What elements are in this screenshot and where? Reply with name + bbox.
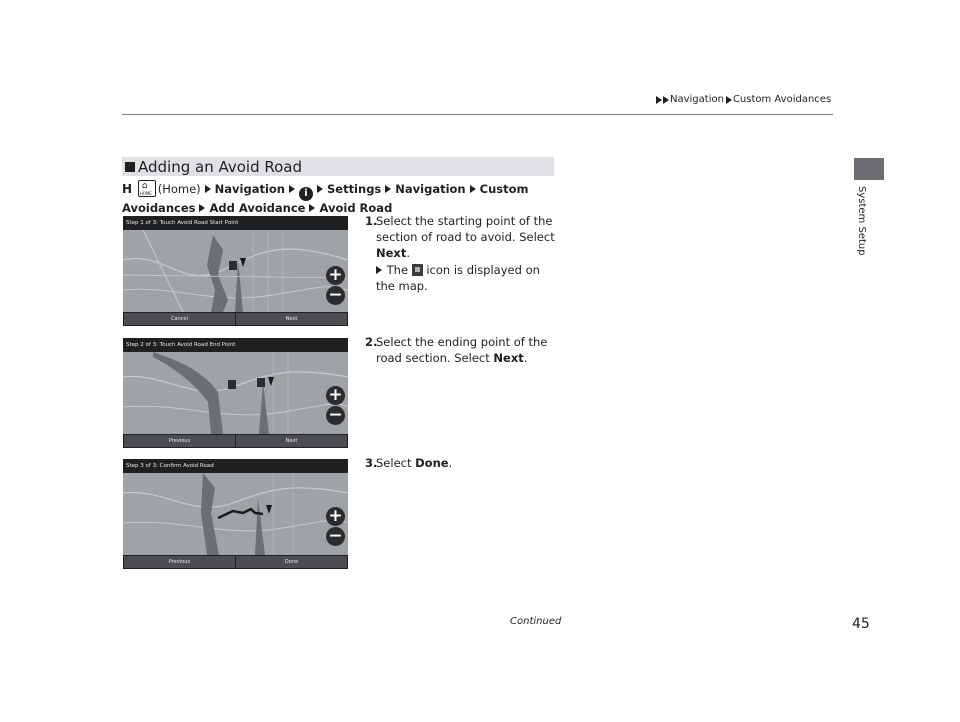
home-button-icon: ⌂ HOME <box>138 180 156 197</box>
path-item: Add Avoidance <box>209 201 306 215</box>
home-label: (Home) <box>157 182 201 196</box>
continued-label: Continued <box>510 616 562 627</box>
zoom-in-button[interactable]: + <box>326 507 345 526</box>
path-item: Navigation <box>214 182 285 196</box>
result-text-end: icon is displayed on the map. <box>376 263 540 293</box>
screen-step-2 <box>123 338 348 448</box>
side-tab-label <box>854 186 868 256</box>
step-bold: Done <box>415 456 449 470</box>
path-item: Navigation <box>395 182 466 196</box>
previous-button[interactable]: Previous <box>124 556 235 568</box>
section-heading <box>122 157 554 176</box>
avoid-flag-icon <box>412 264 423 276</box>
menu-path <box>122 180 552 216</box>
step-number: 3. <box>365 456 378 470</box>
step-3 <box>365 455 557 471</box>
zoom-out-button[interactable]: − <box>326 406 345 425</box>
next-button[interactable]: Next <box>236 313 347 325</box>
arrow-icon <box>309 204 315 212</box>
step-1 <box>365 213 557 294</box>
path-item: Avoid Road <box>319 201 393 215</box>
avoid-flag-icon <box>257 378 265 387</box>
side-tab-text: System Setup <box>856 186 867 256</box>
arrow-icon <box>726 96 732 104</box>
avoid-flag-icon <box>229 261 237 270</box>
step-text: Select the starting point of the section of road to avoid. Select <box>376 214 555 244</box>
map-view[interactable] <box>123 473 348 555</box>
step-text: Select the ending point of the road section. Select <box>376 335 548 365</box>
arrow-icon <box>289 185 295 193</box>
step-number: 1. <box>365 214 378 228</box>
button-bar <box>123 312 348 326</box>
path-item: Settings <box>326 182 382 196</box>
screen-step-1 <box>123 216 348 326</box>
header-divider <box>122 114 833 115</box>
screen-title: Step 3 of 3: Confirm Avoid Road <box>123 459 348 473</box>
cancel-button[interactable]: Cancel <box>124 313 235 325</box>
button-bar <box>123 434 348 448</box>
pointer-icon <box>268 377 274 386</box>
page-number: 45 <box>852 616 870 632</box>
step-text-end: . <box>448 456 453 470</box>
arrow-icon <box>470 185 476 193</box>
previous-button[interactable]: Previous <box>124 435 235 447</box>
h-icon: H <box>122 182 133 196</box>
step-result <box>376 262 557 294</box>
step-number: 2. <box>365 335 378 349</box>
arrow-icon <box>663 96 669 104</box>
side-tab-marker <box>854 158 884 180</box>
path-item: Custom Avoidances <box>122 182 529 215</box>
result-text: The <box>386 263 412 277</box>
section-title: Adding an Avoid Road <box>138 157 303 176</box>
step-bold: Next <box>493 351 524 365</box>
done-button[interactable]: Done <box>236 556 347 568</box>
screen-title: Step 2 of 3: Touch Avoid Road End Point <box>123 338 348 352</box>
step-text-end: . <box>406 246 410 260</box>
breadcrumb <box>656 94 831 105</box>
step-2 <box>365 334 557 366</box>
step-text-end: . <box>523 351 528 365</box>
heading-square-icon <box>125 162 135 172</box>
breadcrumb-item: Navigation <box>670 94 724 105</box>
pointer-icon <box>266 505 272 514</box>
breadcrumb-item: Custom Avoidances <box>732 94 832 105</box>
arrow-icon <box>205 185 211 193</box>
map-view[interactable] <box>123 230 348 312</box>
arrow-icon <box>199 204 205 212</box>
button-bar <box>123 555 348 569</box>
step-text: Select <box>376 456 416 470</box>
arrow-icon <box>385 185 391 193</box>
zoom-in-button[interactable]: + <box>326 386 345 405</box>
zoom-out-button[interactable]: − <box>326 286 345 305</box>
map-view[interactable] <box>123 352 348 434</box>
arrow-icon <box>376 266 382 274</box>
step-bold: Next <box>376 246 407 260</box>
arrow-icon <box>317 185 323 193</box>
pointer-icon <box>240 258 246 267</box>
avoid-flag-icon <box>228 380 236 389</box>
info-icon: i <box>299 187 313 201</box>
next-button[interactable]: Next <box>236 435 347 447</box>
screen-step-3 <box>123 459 348 569</box>
zoom-in-button[interactable]: + <box>326 266 345 285</box>
arrow-icon <box>656 96 662 104</box>
screen-title: Step 1 of 3: Touch Avoid Road Start Point <box>123 216 348 230</box>
zoom-out-button[interactable]: − <box>326 527 345 546</box>
